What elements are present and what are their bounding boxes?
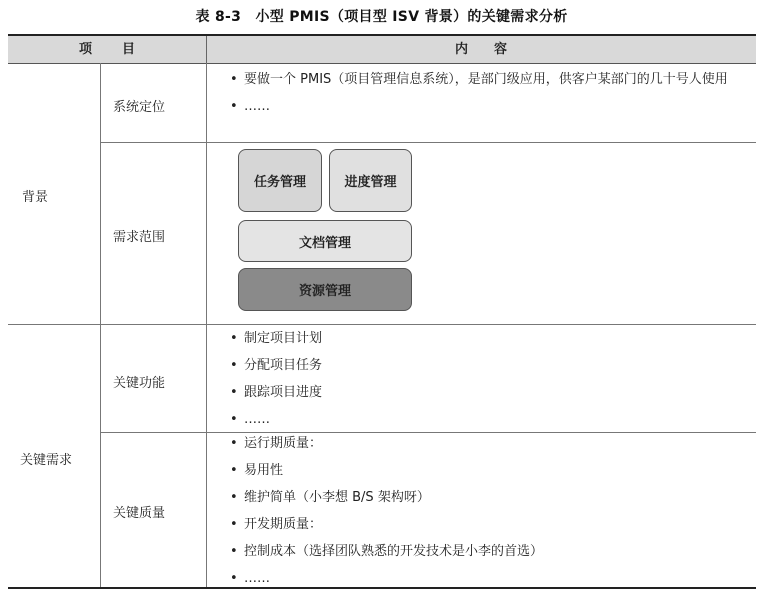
row-divider-positioning — [100, 142, 756, 143]
functions-list — [230, 325, 322, 433]
list-item: • 跟踪项目进度 — [230, 385, 323, 400]
module-resource-management: 资源管理 — [238, 268, 412, 311]
list-item: • …… — [230, 571, 270, 586]
list-item: • 制定项目计划 — [230, 331, 323, 346]
list-item: • 控制成本（选择团队熟悉的开发技术是小李的首选） — [230, 544, 544, 559]
list-item: • 开发期质量： — [230, 517, 323, 532]
row-label-scope: 需求范围 — [113, 230, 166, 245]
list-item: • 维护简单（小李想 B/S 架构呀） — [230, 490, 430, 505]
row-label-quality: 关键质量 — [113, 506, 166, 521]
header-content: 内容 — [454, 42, 533, 57]
row-label-positioning: 系统定位 — [113, 100, 166, 115]
quality-list — [230, 430, 543, 592]
list-item: • 易用性 — [230, 463, 284, 478]
module-progress-management: 进度管理 — [329, 149, 412, 212]
list-item: • …… — [230, 99, 270, 114]
group-background: 背景 — [22, 190, 49, 205]
list-item: • …… — [230, 412, 270, 427]
group-key-requirements: 关键需求 — [20, 453, 73, 468]
list-item: • 要做一个 PMIS（项目管理信息系统），是部门级应用，供客户某部门的几十号人使用 — [230, 72, 728, 87]
group-divider — [8, 324, 756, 325]
header-item: 项目 — [78, 42, 165, 57]
list-item: • 运行期质量： — [230, 436, 323, 451]
table-caption: 表 8-3 小型 PMIS（项目型 ISV 背景）的关键需求分析 — [195, 9, 568, 25]
table-header — [8, 36, 756, 64]
row-label-functions: 关键功能 — [113, 376, 166, 391]
module-document-management: 文档管理 — [238, 220, 412, 262]
list-item: • 分配项目任务 — [230, 358, 323, 373]
module-task-management: 任务管理 — [238, 149, 322, 212]
positioning-list — [230, 66, 749, 120]
